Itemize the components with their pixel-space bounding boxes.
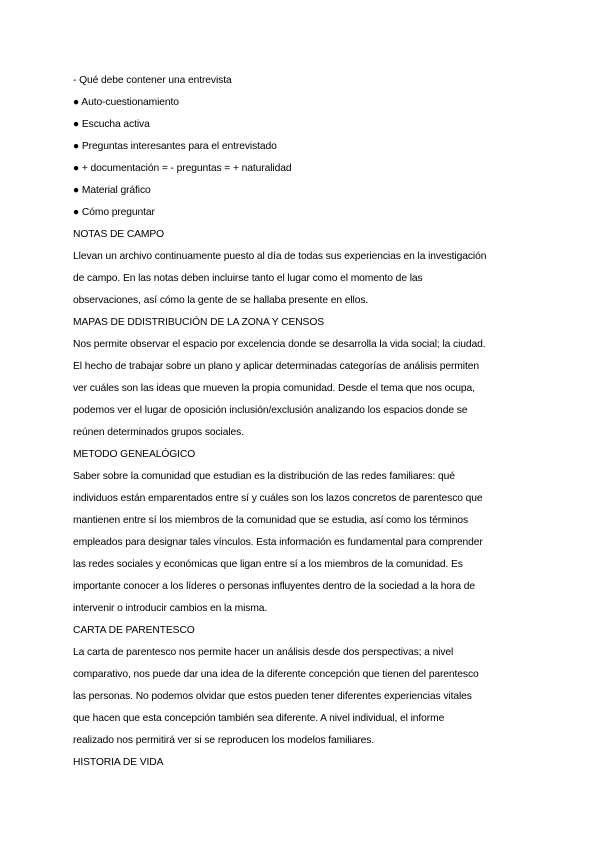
list-item: ● Auto-cuestionamiento: [73, 97, 179, 108]
section-historia-de-vida: [73, 752, 529, 774]
paragraph-line: La carta de parentesco nos permite hacer un análisis desde dos perspectivas; a nivel: [73, 647, 454, 658]
bullet-list: [73, 92, 529, 224]
section-mapas-distribucion: [73, 312, 529, 444]
paragraph-line: ver cuáles son las ideas que mueven la propia comunidad. Desde el tema que nos ocupa,: [73, 383, 475, 394]
paragraph-line: las redes sociales y económicas que ligan entre sí a los miembros de la comunidad. Es: [73, 559, 463, 570]
paragraph-line: comparativo, nos puede dar una idea de la diferente concepción que tienen del parentesco: [73, 669, 479, 680]
paragraph-line: El hecho de trabajar sobre un plano y aplicar determinadas categorías de análisis permiten: [73, 361, 479, 372]
paragraph-line: Saber sobre la comunidad que estudian es la distribución de las redes familiares: qué: [73, 471, 455, 482]
section-heading: MAPAS DE DDISTRIBUCIÓN DE LA ZONA Y CENSOS: [73, 317, 324, 328]
section-heading: HISTORIA DE VIDA: [73, 757, 164, 768]
paragraph-line: intervenir o introducir cambios en la misma.: [73, 603, 268, 614]
list-item: ● Material gráfico: [73, 185, 151, 196]
paragraph-line: de campo. En las notas deben incluirse tanto el lugar como el momento de las: [73, 273, 423, 284]
intro-line: - Qué debe contener una entrevista: [73, 75, 232, 86]
paragraph-line: que hacen que esta concepción también sea diferente. A nivel individual, el informe: [73, 713, 445, 724]
paragraph-line: las personas. No podemos olvidar que estos pueden tener diferentes experiencias vitales: [73, 691, 472, 702]
paragraph-line: Nos permite observar el espacio por excelencia donde se desarrolla la vida social; la ciudad.: [73, 339, 486, 350]
paragraph-line: empleados para designar tales vínculos. Esta información es fundamental para comprender: [73, 537, 483, 548]
paragraph-line: observaciones, así cómo la gente de se hallaba presente en ellos.: [73, 295, 369, 306]
list-item: ● Escucha activa: [73, 119, 150, 130]
list-item: ● Cómo preguntar: [73, 207, 155, 218]
section-notas-de-campo: [73, 224, 529, 312]
section-carta-parentesco: [73, 620, 529, 752]
list-item: ● + documentación = - preguntas = + naturalidad: [73, 163, 292, 174]
document-body: [73, 70, 529, 774]
section-metodo-genealogico: [73, 444, 529, 620]
section-heading: METODO GENEALÓGICO: [73, 449, 196, 460]
paragraph-line: individuos están emparentados entre sí y cuáles son los lazos concretos de parentesco que: [73, 493, 483, 504]
paragraph-line: realizado nos permitirá ver si se reproducen los modelos familiares.: [73, 735, 375, 746]
list-item: ● Preguntas interesantes para el entrevistado: [73, 141, 277, 152]
section-heading: CARTA DE PARENTESCO: [73, 625, 195, 636]
paragraph-line: reúnen determinados grupos sociales.: [73, 427, 244, 438]
paragraph-line: podemos ver el lugar de oposición inclusión/exclusión analizando los espacios donde se: [73, 405, 468, 416]
section-heading: NOTAS DE CAMPO: [73, 229, 165, 240]
paragraph-line: importante conocer a los líderes o personas influyentes dentro de la sociedad a la hora de: [73, 581, 475, 592]
paragraph-line: Llevan un archivo continuamente puesto al día de todas sus experiencias en la investigación: [73, 251, 487, 262]
paragraph-line: mantienen entre sí los miembros de la comunidad que se estudia, así como los términos: [73, 515, 468, 526]
